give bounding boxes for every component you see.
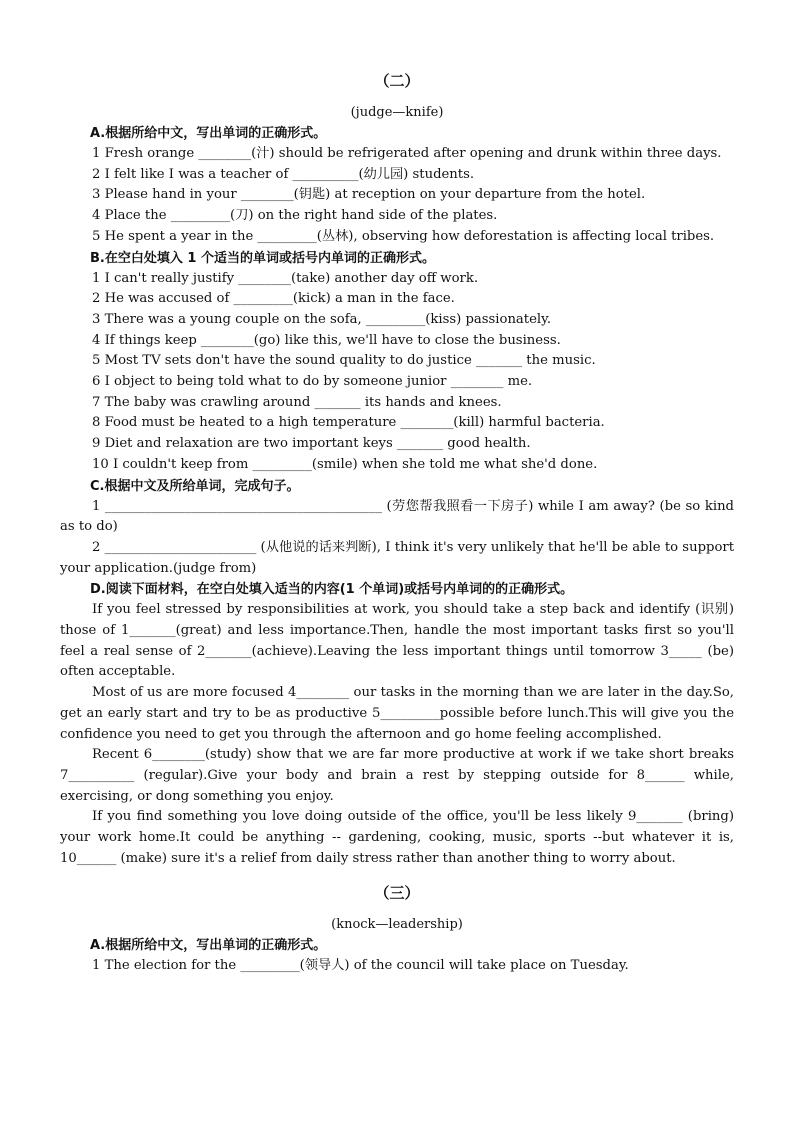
section-2-title: （二） <box>374 72 420 90</box>
section-3-title: （三） <box>374 883 420 902</box>
part-a-item: 4 Place the _________(刀) on the right hand side of the plates. <box>92 208 498 224</box>
part-a-item: 1 Fresh orange ________(汁) should be refrigerated after opening and drunk within three days. <box>92 146 722 161</box>
part-c-item: 1 __________________________________________ (劳您帮我照看一下房子) while I am away? (be so kind as to do) <box>60 498 734 535</box>
section-3-part-a-heading: A.根据所给中文，写出单词的正确形式。 <box>90 937 327 953</box>
part-b-item: 9 Diet and relaxation are two important keys _______ good health. <box>92 436 531 452</box>
part-b-item: 2 He was accused of _________(kick) a man in the face. <box>92 291 455 307</box>
part-b-item: 3 There was a young couple on the sofa, _________(kiss) passionately. <box>92 311 552 327</box>
part-a-heading: A.根据所给中文，写出单词的正确形式。 <box>90 126 327 141</box>
part-c-item: 2 _______________________ (从他说的话来判断), I think it's very unlikely that he'll be able to support your application.(judge from) <box>60 539 734 576</box>
part-a-item: 2 I felt like I was a teacher of __________(幼儿园) students. <box>92 166 475 182</box>
passage-paragraph: If you feel stressed by responsibilities at work, you should take a step back and identify (识别) those of 1_______(great) and less importance.Then, handle the most important tasks first so you'll feel a real sense of 2_______(achieve).Leaving the less important things until tomorrow 3_____ (be) often acceptable. <box>60 602 734 680</box>
part-b-heading: B.在空白处填入 1 个适当的单词或括号内单词的正确形式。 <box>90 250 435 266</box>
part-d-heading: D.阅读下面材料，在空白处填入适当的内容(1 个单词)或括号内单词的的正确形式。 <box>90 582 574 598</box>
part-a-item: 3 Please hand in your ________(钥匙) at reception on your departure from the hotel. <box>92 187 646 203</box>
part-b-item: 7 The baby was crawling around _______ its hands and knees. <box>92 394 502 410</box>
part-b-item: 4 If things keep ________(go) like this, we'll have to close the business. <box>92 332 561 348</box>
passage-paragraph: Most of us are more focused 4________ our tasks in the morning than we are later in the day.So, get an early start and try to be as productive 5_________possible before lunch.This will give you the confidence you need to get you through the afternoon and go home feeling accomplished. <box>60 685 734 742</box>
part-b-item: 10 I couldn't keep from _________(smile) when she told me what she'd done. <box>92 456 598 472</box>
part-b-item: 5 Most TV sets don't have the sound quality to do justice _______ the music. <box>92 353 596 369</box>
passage-paragraph: Recent 6________(study) show that we are far more productive at work if we take short breaks 7__________ (regular).Give your body and brain a rest by stepping outside for 8______ while, exercising, or dong something you enjoy. <box>60 747 734 804</box>
passage-paragraph: If you find something you love doing outside of the office, you'll be less likely 9_______ (bring) your work home.It could be anything -- gardening, cooking, music, sports --but whatever it is, 10______ (make) sure it's a relief from daily stress rather than another thing to worry about. <box>60 809 734 866</box>
part-c-heading: C.根据中文及所给单词，完成句子。 <box>90 478 300 494</box>
section-3-part-a-item: 1 The election for the _________(领导人) of the council will take place on Tuesday. <box>92 957 629 973</box>
section-3-word-range: (knock—leadership) <box>331 916 463 932</box>
part-b-item: 1 I can't really justify ________(take) another day off work. <box>92 270 479 286</box>
part-b-item: 8 Food must be heated to a high temperature ________(kill) harmful bacteria. <box>92 415 605 431</box>
part-b-item: 6 I object to being told what to do by someone junior ________ me. <box>92 374 533 390</box>
part-a-item: 5 He spent a year in the _________(丛林), observing how deforestation is affecting local tribes. <box>92 228 715 244</box>
section-2-word-range: (judge—knife) <box>350 105 444 120</box>
worksheet-page <box>60 68 734 976</box>
